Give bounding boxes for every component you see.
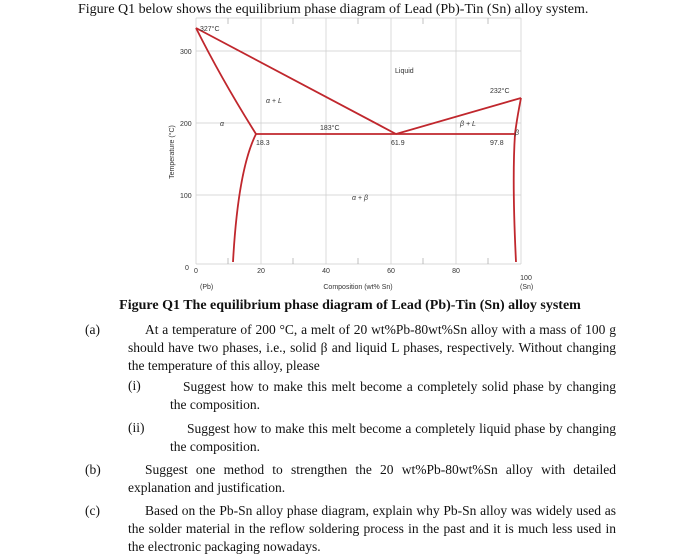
y-tick-300: 300 bbox=[180, 49, 192, 56]
comp-alpha: 18.3 bbox=[256, 140, 270, 147]
x-tick-40: 40 bbox=[322, 268, 330, 275]
solidus-right bbox=[515, 98, 521, 134]
question-a-ii-text: Suggest how to make this melt become a completely liquid phase by changing the composition. bbox=[170, 421, 616, 454]
temp-eutectic: 183°C bbox=[320, 125, 340, 132]
region-beta: β bbox=[515, 130, 519, 137]
figure-caption: Figure Q1 The equilibrium phase diagram of Lead (Pb)-Tin (Sn) alloy system bbox=[119, 298, 581, 313]
region-alpha-l: α + L bbox=[266, 98, 282, 105]
liquidus-left bbox=[196, 28, 396, 134]
question-a-label: (a) bbox=[85, 322, 100, 337]
question-a-ii-label: (ii) bbox=[128, 420, 145, 435]
region-alpha: α bbox=[220, 121, 224, 128]
region-alpha-beta: α + β bbox=[352, 195, 368, 202]
x-tick-60: 60 bbox=[387, 268, 395, 275]
intro-text: Figure Q1 below shows the equilibrium phase diagram of Lead (Pb)-Tin (Sn) alloy system. bbox=[78, 2, 589, 17]
region-beta-l: β + L bbox=[460, 121, 476, 128]
x-tick-0: 0 bbox=[194, 268, 198, 275]
comp-beta: 97.8 bbox=[490, 140, 504, 147]
question-c-text: Based on the Pb-Sn alloy phase diagram, explain why Pb-Sn alloy was widely used as the solder material in the reflow soldering process in the past and it is much less used in the electronic packaging nowadays. bbox=[128, 503, 616, 554]
x-tick-80: 80 bbox=[452, 268, 460, 275]
grid bbox=[196, 18, 521, 264]
y-tick-0: 0 bbox=[185, 265, 189, 272]
phase-boundaries bbox=[196, 28, 521, 262]
solvus-left bbox=[233, 134, 256, 262]
question-a-text: At a temperature of 200 °C, a melt of 20 wt%Pb-80wt%Sn alloy with a mass of 100 g should have two phases, i.e., solid β and liquid L phases, respectively. Without changing the temperature of this alloy, please bbox=[128, 322, 616, 373]
y-tick-100: 100 bbox=[180, 193, 192, 200]
y-axis-label: Temperature (°C) bbox=[169, 125, 176, 179]
comp-eutectic: 61.9 bbox=[391, 140, 405, 147]
question-c-label: (c) bbox=[85, 503, 100, 518]
y-tick-200: 200 bbox=[180, 121, 192, 128]
question-a-i-label: (i) bbox=[128, 378, 141, 393]
temp-pb: 327°C bbox=[200, 26, 220, 33]
x-tick-20: 20 bbox=[257, 268, 265, 275]
x-tick-100: 100 bbox=[520, 275, 532, 282]
question-b-label: (b) bbox=[85, 462, 101, 477]
question-a-i-text: Suggest how to make this melt become a completely solid phase by changing the composition. bbox=[170, 379, 616, 412]
solvus-right bbox=[514, 134, 516, 262]
x-left-label: (Pb) bbox=[200, 284, 214, 291]
region-liquid: Liquid bbox=[395, 68, 414, 75]
temp-sn: 232°C bbox=[490, 88, 510, 95]
x-axis-label: Composition (wt% Sn) bbox=[323, 284, 393, 291]
question-b-text: Suggest one method to strengthen the 20 wt%Pb-80wt%Sn alloy with detailed explanation and justification. bbox=[128, 462, 616, 495]
liquidus-right bbox=[396, 98, 521, 134]
x-right-label: (Sn) bbox=[520, 284, 534, 291]
